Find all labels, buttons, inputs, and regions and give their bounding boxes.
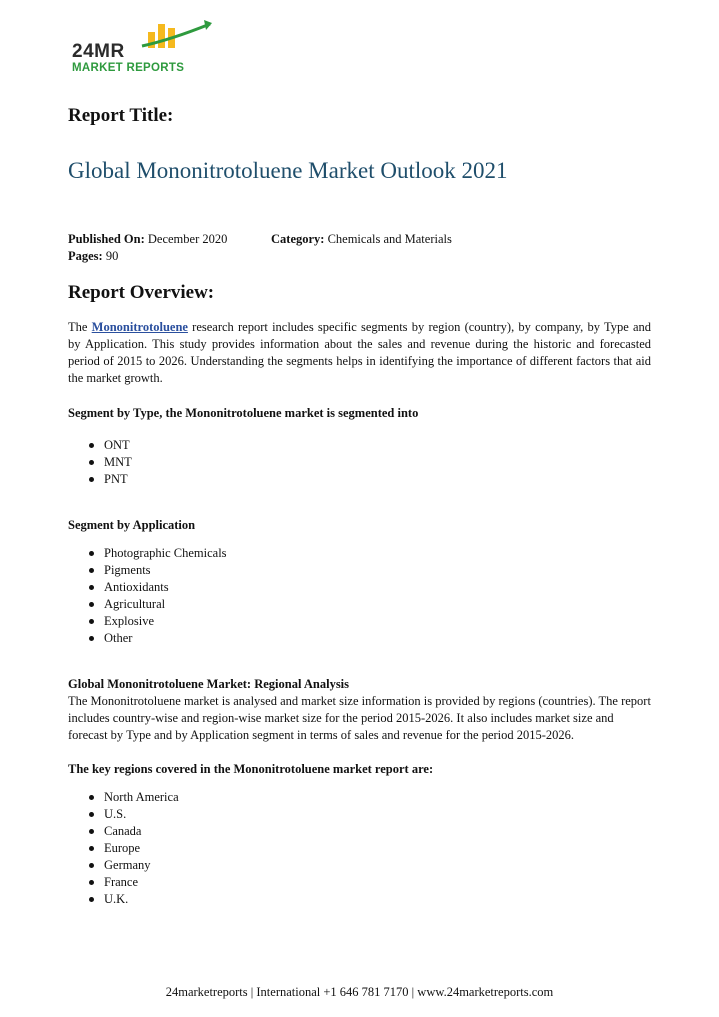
overview-paragraph: [68, 319, 651, 387]
regions-heading: The key regions covered in the Mononitrotoluene market report are:: [68, 762, 434, 776]
list-item: ONT: [88, 437, 132, 454]
list-item: Explosive: [88, 613, 227, 630]
segment-type-list: [88, 437, 132, 488]
list-item: France: [88, 874, 179, 891]
report-title-label: Report Title:: [68, 105, 174, 126]
list-item: Pigments: [88, 562, 227, 579]
list-item: North America: [88, 789, 179, 806]
pages-value: 90: [105, 249, 119, 263]
list-item: Antioxidants: [88, 579, 227, 596]
published-on: [68, 231, 227, 247]
list-item: PNT: [88, 471, 132, 488]
logo-text-market-reports: MARKET REPORTS: [72, 62, 185, 74]
list-item: Canada: [88, 823, 179, 840]
segment-application-list: [88, 545, 227, 647]
overview-text: research report includes specific segments by region (country), by company, by Type and by Application. This study provides information about the sales and revenue during the historic and forecasted period of 2015 to 2026. Understanding the segments helps in identifying the importance of different factors that aid the market growth.: [68, 320, 652, 385]
list-item: U.S.: [88, 806, 179, 823]
category-value: Chemicals and Materials: [327, 232, 452, 246]
pages-label: Pages:: [68, 249, 103, 263]
list-item: Europe: [88, 840, 179, 857]
segment-application-heading: Segment by Application: [68, 518, 196, 532]
regions-list: [88, 789, 179, 908]
list-item: Photographic Chemicals: [88, 545, 227, 562]
published-label: Published On:: [68, 232, 145, 246]
list-item: MNT: [88, 454, 132, 471]
overview-heading: Report Overview:: [68, 282, 215, 303]
list-item: Agricultural: [88, 596, 227, 613]
logo: [70, 18, 220, 78]
page-footer: 24marketreports | International +1 646 781 7170 | www.24marketreports.com: [165, 985, 554, 999]
category: [271, 231, 452, 247]
segment-type-heading: Segment by Type, the Mononitrotoluene market is segmented into: [68, 406, 419, 420]
report-title: Global Mononitrotoluene Market Outlook 2021: [68, 158, 508, 183]
regional-paragraph: The Mononitrotoluene market is analysed and market size information is provided by regions (countries). The report includes country-wise and region-wise market size for the period 2015-2026. It also includes market size and forecast by Type and by Application segment in terms of sales and revenue for the period 2015-2026.: [68, 694, 651, 742]
list-item: U.K.: [88, 891, 179, 908]
list-item: Other: [88, 630, 227, 647]
logo-text-24mr: 24MR: [72, 41, 125, 62]
category-label: Category:: [271, 232, 325, 246]
overview-prefix: The: [68, 320, 88, 334]
regional-heading: Global Mononitrotoluene Market: Regional Analysis: [68, 677, 350, 691]
product-link[interactable]: Mononitrotoluene: [91, 320, 188, 334]
published-value: December 2020: [147, 232, 228, 246]
list-item: Germany: [88, 857, 179, 874]
pages: [68, 248, 118, 264]
